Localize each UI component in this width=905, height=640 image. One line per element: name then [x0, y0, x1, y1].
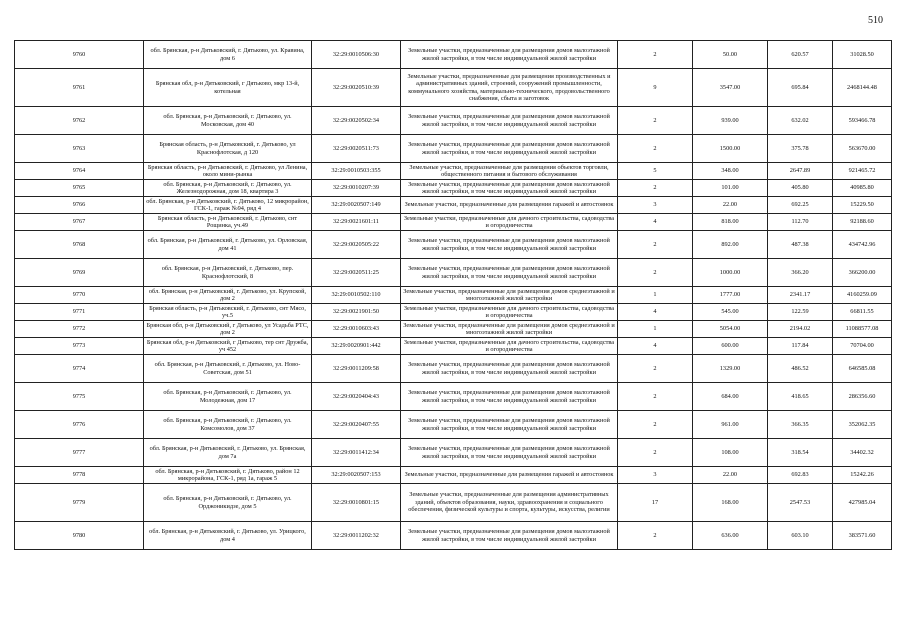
cadastral-value-cell: 92188.60 — [833, 214, 892, 231]
land-use-cell: Земельные участки, предназначенные для размещения домов малоэтажной жилой застройки, в том числе индивидуальной жилой застройки — [401, 135, 618, 163]
specific-value-cell: 2194.02 — [768, 321, 833, 338]
group-code-cell: 2 — [618, 439, 693, 467]
cadastral-number-cell: 32:29:0011412:34 — [312, 439, 401, 467]
row-number: 9772 — [15, 321, 144, 338]
group-code-cell: 17 — [618, 484, 693, 522]
specific-value-cell: 117.84 — [768, 338, 833, 355]
area-cell: 108.00 — [693, 439, 768, 467]
group-code-cell: 1 — [618, 287, 693, 304]
table-row — [15, 383, 892, 411]
specific-value-cell: 318.54 — [768, 439, 833, 467]
land-use-cell: Земельные участки, предназначенные для размещения домов малоэтажной жилой застройки, в том числе индивидуальной жилой застройки — [401, 355, 618, 383]
specific-value-cell: 366.35 — [768, 411, 833, 439]
cadastral-number-cell: 32:29:0021901:50 — [312, 304, 401, 321]
land-use-cell: Земельные участки, предназначенные для размещения домов малоэтажной жилой застройки, в том числе индивидуальной жилой застройки — [401, 259, 618, 287]
cadastral-value-cell: 4160259.09 — [833, 287, 892, 304]
table-row — [15, 41, 892, 69]
address-cell: обл. Брянская, р-н Дятьковский, г. Дятьково, ул. Комсомолов, дом 37 — [144, 411, 312, 439]
area-cell: 684.00 — [693, 383, 768, 411]
address-cell: обл. Брянская, р-н Дятьковский, г. Дятьково, ул. Крупской, дом 2 — [144, 287, 312, 304]
land-use-cell: Земельные участки, предназначенные для дачного строительства, садоводства и огородничества — [401, 304, 618, 321]
land-use-cell: Земельные участки, предназначенные для размещения гаражей и автостоянок — [401, 467, 618, 484]
cadastral-value-cell: 286356.60 — [833, 383, 892, 411]
table-row — [15, 197, 892, 214]
group-code-cell: 9 — [618, 69, 693, 107]
specific-value-cell: 603.10 — [768, 522, 833, 550]
cadastral-value-cell: 352062.35 — [833, 411, 892, 439]
row-number: 9773 — [15, 338, 144, 355]
cadastral-value-cell: 34402.32 — [833, 439, 892, 467]
cadastral-number-cell: 32:29:0020511:25 — [312, 259, 401, 287]
cadastral-value-cell: 563670.00 — [833, 135, 892, 163]
table-row — [15, 135, 892, 163]
land-use-cell: Земельные участки, предназначенные для размещения домов малоэтажной жилой застройки, в том числе индивидуальной жилой застройки — [401, 522, 618, 550]
specific-value-cell: 2341.17 — [768, 287, 833, 304]
table-row — [15, 231, 892, 259]
group-code-cell: 3 — [618, 467, 693, 484]
specific-value-cell: 112.70 — [768, 214, 833, 231]
row-number: 9767 — [15, 214, 144, 231]
area-cell: 818.00 — [693, 214, 768, 231]
specific-value-cell: 620.57 — [768, 41, 833, 69]
cadastral-number-cell: 32:29:0020502:34 — [312, 107, 401, 135]
row-number: 9761 — [15, 69, 144, 107]
row-number: 9764 — [15, 163, 144, 180]
table-row — [15, 259, 892, 287]
row-number: 9780 — [15, 522, 144, 550]
group-code-cell: 2 — [618, 180, 693, 197]
area-cell: 22.00 — [693, 467, 768, 484]
cadastral-number-cell: 32:29:0021601:11 — [312, 214, 401, 231]
address-cell: обл. Брянская, р-н Дятьковский, г. Дятьково, ул. Железнодорожная, дом 18, квартира 3 — [144, 180, 312, 197]
row-number: 9777 — [15, 439, 144, 467]
table-body — [15, 41, 892, 550]
cadastral-value-cell: 427985.04 — [833, 484, 892, 522]
group-code-cell: 2 — [618, 41, 693, 69]
table-row — [15, 321, 892, 338]
area-cell: 22.00 — [693, 197, 768, 214]
cadastral-number-cell: 32:29:0020507:149 — [312, 197, 401, 214]
specific-value-cell: 375.78 — [768, 135, 833, 163]
area-cell: 348.00 — [693, 163, 768, 180]
table-row — [15, 287, 892, 304]
cadastral-number-cell: 32:29:0011209:58 — [312, 355, 401, 383]
group-code-cell: 2 — [618, 135, 693, 163]
table-row — [15, 467, 892, 484]
cadastral-number-cell: 32:29:0010207:39 — [312, 180, 401, 197]
land-use-cell: Земельные участки, предназначенные для дачного строительства, садоводства и огородничества — [401, 338, 618, 355]
group-code-cell: 2 — [618, 107, 693, 135]
row-number: 9775 — [15, 383, 144, 411]
area-cell: 1777.00 — [693, 287, 768, 304]
address-cell: Брянская область, р-н Дятьковский, г. Дятьково, ул Краснофлотская, д 120 — [144, 135, 312, 163]
land-use-cell: Земельные участки, предназначенные для размещения домов малоэтажной жилой застройки, в том числе индивидуальной жилой застройки — [401, 41, 618, 69]
table-row — [15, 214, 892, 231]
cadastral-number-cell: 32:29:0010801:15 — [312, 484, 401, 522]
row-number: 9771 — [15, 304, 144, 321]
area-cell: 168.00 — [693, 484, 768, 522]
land-use-cell: Земельные участки, предназначенные для размещения производственных и административных зданий, строений, сооружений промышленности, коммунального хозяйства, материально-технического, продовольственного снабжения, сбыта и заготовок — [401, 69, 618, 107]
cadastral-number-cell: 32:29:0020505:22 — [312, 231, 401, 259]
cadastral-value-cell: 31028.50 — [833, 41, 892, 69]
cadastral-number-cell: 32:29:0010502:110 — [312, 287, 401, 304]
row-number: 9765 — [15, 180, 144, 197]
cadastral-value-cell: 921465.72 — [833, 163, 892, 180]
address-cell: Брянская обл, р-н Дятьковский, г Дятьково, тер снт Дружба, уч 452 — [144, 338, 312, 355]
land-use-cell: Земельные участки, предназначенные для дачного строительства, садоводства и огородничества — [401, 214, 618, 231]
table-row — [15, 484, 892, 522]
row-number: 9766 — [15, 197, 144, 214]
address-cell: обл. Брянская, р-н Дятьковский, г. Дятьково, ул. Ново-Советская, дом 51 — [144, 355, 312, 383]
group-code-cell: 2 — [618, 411, 693, 439]
land-use-cell: Земельные участки, предназначенные для размещения домов малоэтажной жилой застройки, в том числе индивидуальной жилой застройки — [401, 411, 618, 439]
row-number: 9760 — [15, 41, 144, 69]
cadastral-value-cell: 383571.60 — [833, 522, 892, 550]
row-number: 9769 — [15, 259, 144, 287]
area-cell: 545.00 — [693, 304, 768, 321]
specific-value-cell: 632.02 — [768, 107, 833, 135]
specific-value-cell: 405.80 — [768, 180, 833, 197]
specific-value-cell: 418.65 — [768, 383, 833, 411]
area-cell: 939.00 — [693, 107, 768, 135]
land-use-cell: Земельные участки, предназначенные для размещения домов среднеэтажной и многоэтажной жилой застройки — [401, 287, 618, 304]
address-cell: обл. Брянская, р-н Дятьковский, г. Дятьково, ул. Кравина, дом 6 — [144, 41, 312, 69]
address-cell: обл. Брянская, р-н Дятьковский, г. Дятьково, пер. Краснофлотский, 8 — [144, 259, 312, 287]
cadastral-number-cell: 32:29:0020511:73 — [312, 135, 401, 163]
area-cell: 1000.00 — [693, 259, 768, 287]
cadastral-number-cell: 32:29:0010506:30 — [312, 41, 401, 69]
specific-value-cell: 122.59 — [768, 304, 833, 321]
cadastral-value-cell: 15229.50 — [833, 197, 892, 214]
cadastral-number-cell: 32:29:0020404:43 — [312, 383, 401, 411]
land-use-cell: Земельные участки, предназначенные для размещения объектов торговли, общественного питания и бытового обслуживания — [401, 163, 618, 180]
land-use-cell: Земельные участки, предназначенные для размещения домов малоэтажной жилой застройки, в том числе индивидуальной жилой застройки — [401, 231, 618, 259]
cadastral-value-cell: 40985.80 — [833, 180, 892, 197]
table-row — [15, 411, 892, 439]
cadastral-number-cell: 32:29:0020507:153 — [312, 467, 401, 484]
cadastral-number-cell: 32:29:0020901:442 — [312, 338, 401, 355]
row-number: 9763 — [15, 135, 144, 163]
table-row — [15, 439, 892, 467]
row-number: 9779 — [15, 484, 144, 522]
page-number: 510 — [868, 15, 883, 26]
row-number: 9770 — [15, 287, 144, 304]
land-use-cell: Земельные участки, предназначенные для размещения домов малоэтажной жилой застройки, в том числе индивидуальной жилой застройки — [401, 107, 618, 135]
area-cell: 636.00 — [693, 522, 768, 550]
area-cell: 961.00 — [693, 411, 768, 439]
area-cell: 3547.00 — [693, 69, 768, 107]
address-cell: обл. Брянская, р-н Дятьковский, г. Дятьково, район 12 микрорайона, ГСК-1, ряд 1а, гараж 5 — [144, 467, 312, 484]
row-number: 9768 — [15, 231, 144, 259]
area-cell: 1329.00 — [693, 355, 768, 383]
specific-value-cell: 486.52 — [768, 355, 833, 383]
land-use-cell: Земельные участки, предназначенные для размещения административных зданий, объектов образования, науки, здравоохранения и социального обеспечения, физической культуры и спорта, культуры, искусства, религии — [401, 484, 618, 522]
cadastral-value-table — [14, 40, 892, 550]
address-cell: обл. Брянская, р-н Дятьковский, г. Дятьково, 12 микрорайон, ГСК-1, гараж №94, ряд 4 — [144, 197, 312, 214]
table-row — [15, 180, 892, 197]
area-cell: 5054.00 — [693, 321, 768, 338]
group-code-cell: 4 — [618, 338, 693, 355]
specific-value-cell: 2547.53 — [768, 484, 833, 522]
cadastral-number-cell: 32:29:0020407:55 — [312, 411, 401, 439]
cadastral-value-cell: 366200.00 — [833, 259, 892, 287]
address-cell: Брянская обл, р-н Дятьковский, г Дятьково, ул Усадьба РТС, дом 2 — [144, 321, 312, 338]
address-cell: обл. Брянская, р-н Дятьковский, г. Дятьково, ул. Московская, дом 40 — [144, 107, 312, 135]
table-row — [15, 163, 892, 180]
area-cell: 1500.00 — [693, 135, 768, 163]
land-use-cell: Земельные участки, предназначенные для размещения гаражей и автостоянок — [401, 197, 618, 214]
area-cell: 892.00 — [693, 231, 768, 259]
specific-value-cell: 695.84 — [768, 69, 833, 107]
address-cell: обл. Брянская, р-н Дятьковский, г. Дятьково, ул. Молодежная, дом 17 — [144, 383, 312, 411]
address-cell: Брянская область, р-н Дятьковский, г. Дятьково, снт Мясо, уч.5 — [144, 304, 312, 321]
group-code-cell: 2 — [618, 231, 693, 259]
cadastral-value-cell: 15242.26 — [833, 467, 892, 484]
row-number: 9774 — [15, 355, 144, 383]
group-code-cell: 2 — [618, 355, 693, 383]
specific-value-cell: 366.20 — [768, 259, 833, 287]
group-code-cell: 4 — [618, 214, 693, 231]
group-code-cell: 4 — [618, 304, 693, 321]
cadastral-value-cell: 593466.78 — [833, 107, 892, 135]
land-use-cell: Земельные участки, предназначенные для размещения домов малоэтажной жилой застройки, в том числе индивидуальной жилой застройки — [401, 180, 618, 197]
table-row — [15, 355, 892, 383]
row-number: 9776 — [15, 411, 144, 439]
address-cell: обл. Брянская, р-н Дятьковский, г. Дятьково, ул. Орловская, дом 41 — [144, 231, 312, 259]
address-cell: обл. Брянская, р-н Дятьковский, г. Дятьково, ул. Урицкого, дом 4 — [144, 522, 312, 550]
area-cell: 600.00 — [693, 338, 768, 355]
cadastral-number-cell: 32:29:0020510:39 — [312, 69, 401, 107]
address-cell: обл. Брянская, р-н Дятьковский, г. Дятьково, ул. Брянская, дом 7а — [144, 439, 312, 467]
land-use-cell: Земельные участки, предназначенные для размещения домов малоэтажной жилой застройки, в том числе индивидуальной жилой застройки — [401, 439, 618, 467]
address-cell: обл. Брянская, р-н Дятьковский, г. Дятьково, ул. Орджоникидзе, дом 5 — [144, 484, 312, 522]
land-use-cell: Земельные участки, предназначенные для размещения домов малоэтажной жилой застройки, в том числе индивидуальной жилой застройки — [401, 383, 618, 411]
table-row — [15, 69, 892, 107]
group-code-cell: 1 — [618, 321, 693, 338]
specific-value-cell: 692.83 — [768, 467, 833, 484]
cadastral-value-cell: 11088577.08 — [833, 321, 892, 338]
table-row — [15, 107, 892, 135]
cadastral-number-cell: 32:29:0011202:32 — [312, 522, 401, 550]
address-cell: Брянская область, р-н Дятьковский, г. Дятьково, снт Рощинка, уч.49 — [144, 214, 312, 231]
table-row — [15, 304, 892, 321]
cadastral-value-cell: 434742.96 — [833, 231, 892, 259]
area-cell: 50.00 — [693, 41, 768, 69]
cadastral-number-cell: 32:29:0010603:43 — [312, 321, 401, 338]
group-code-cell: 2 — [618, 383, 693, 411]
group-code-cell: 5 — [618, 163, 693, 180]
cadastral-value-cell: 66811.55 — [833, 304, 892, 321]
row-number: 9762 — [15, 107, 144, 135]
cadastral-value-cell: 2468144.48 — [833, 69, 892, 107]
land-use-cell: Земельные участки, предназначенные для размещения домов среднеэтажной и многоэтажной жилой застройки — [401, 321, 618, 338]
address-cell: Брянская область, р-н Дятьковский, г. Дятьково, ул Ленина, около мини-рынка — [144, 163, 312, 180]
table-row — [15, 522, 892, 550]
group-code-cell: 2 — [618, 259, 693, 287]
cadastral-number-cell: 32:29:0010503:355 — [312, 163, 401, 180]
table-row — [15, 338, 892, 355]
area-cell: 101.00 — [693, 180, 768, 197]
group-code-cell: 2 — [618, 522, 693, 550]
group-code-cell: 3 — [618, 197, 693, 214]
specific-value-cell: 487.38 — [768, 231, 833, 259]
cadastral-value-cell: 70704.00 — [833, 338, 892, 355]
address-cell: Брянская обл, р-н Дятьковский, г Дятьково, мкр 13-й, котельная — [144, 69, 312, 107]
cadastral-value-cell: 646585.08 — [833, 355, 892, 383]
row-number: 9778 — [15, 467, 144, 484]
specific-value-cell: 692.25 — [768, 197, 833, 214]
specific-value-cell: 2647.89 — [768, 163, 833, 180]
